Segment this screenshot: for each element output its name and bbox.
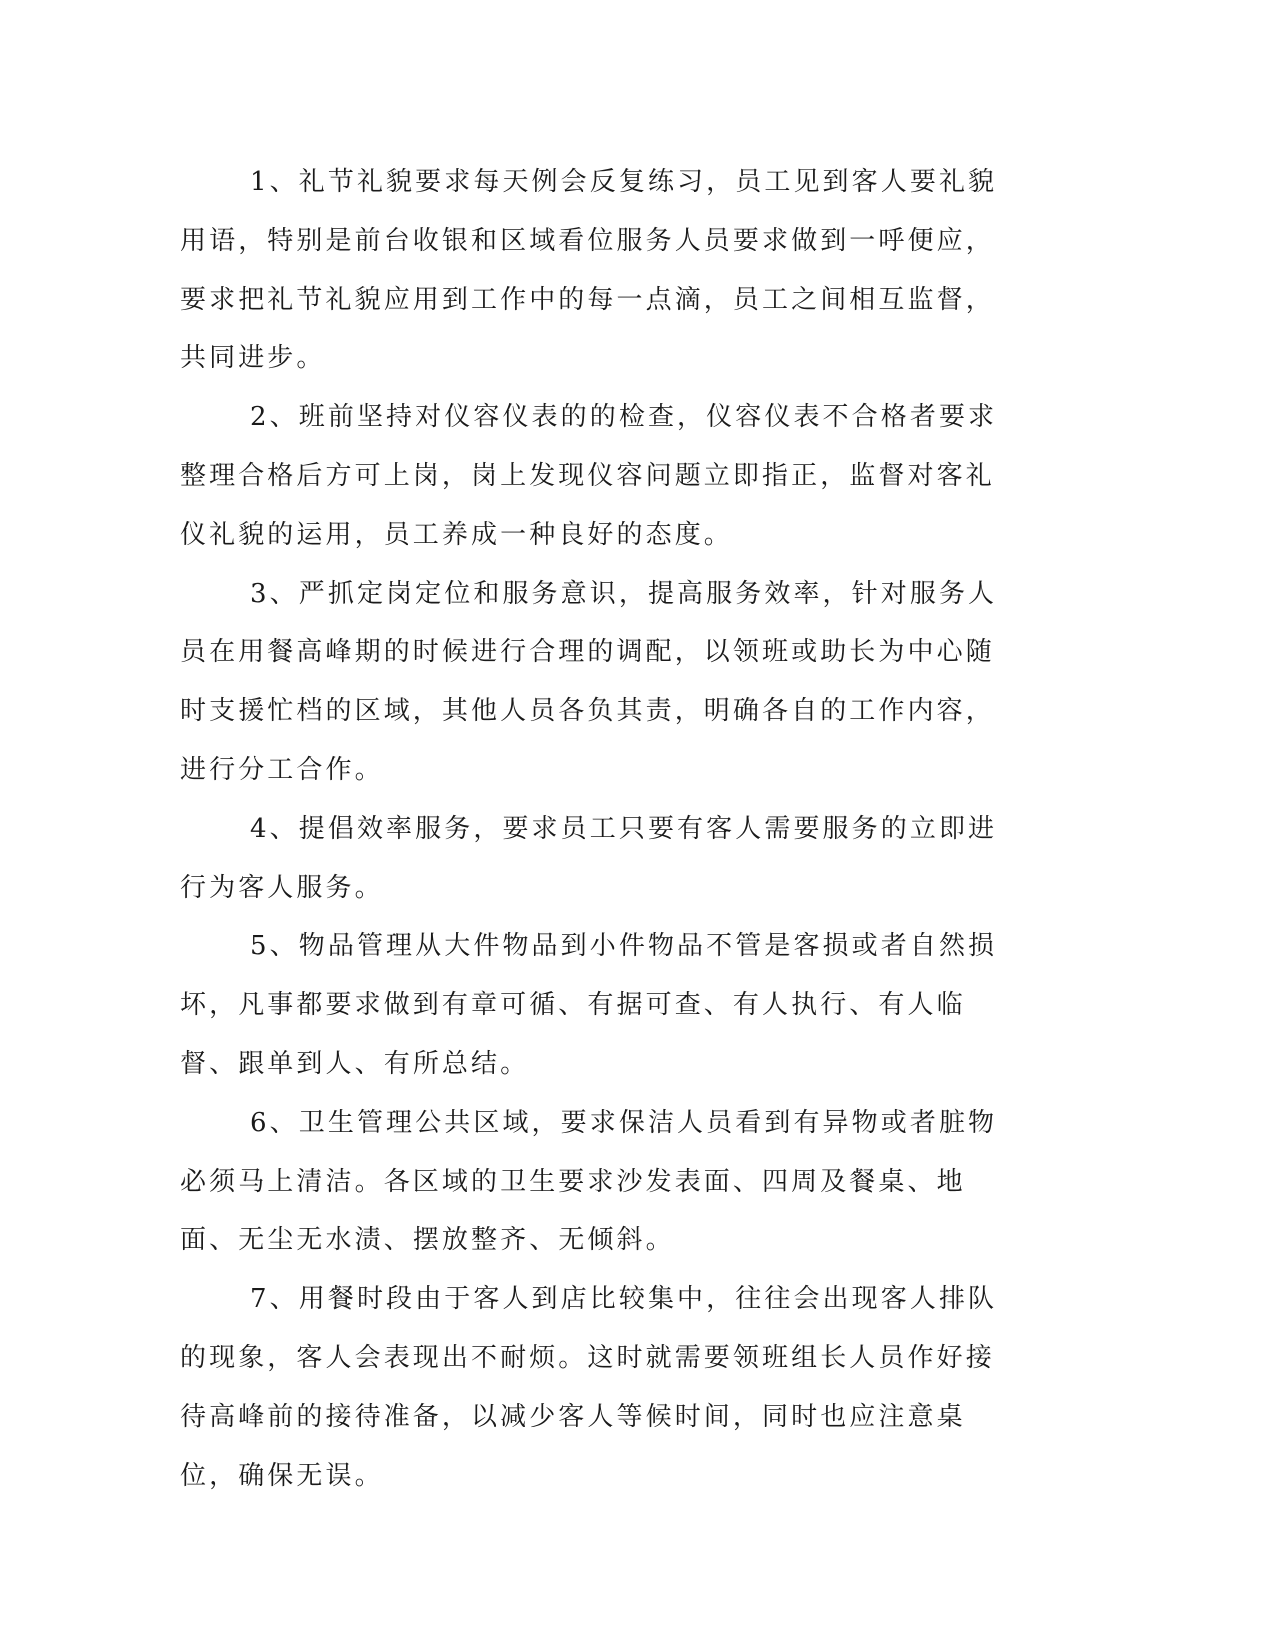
paragraph-5 (180, 917, 1020, 1093)
paragraph-line: 4、提倡效率服务，要求员工只要有客人需要服务的立即进行为 (180, 813, 998, 903)
paragraph-line: 节礼貌应用到工作中的每一点滴，员工之间相互监督，共同进步。 (180, 284, 995, 374)
paragraph-line: 人、有所总结。 (325, 1048, 530, 1079)
paragraph-line: 运用，员工养成一种良好的态度。 (296, 519, 733, 550)
paragraph-line: 档的区域，其他人员各负其责，明确各自的工作内容，进行分工合作 (180, 696, 995, 785)
paragraph-1 (180, 153, 1020, 388)
document-body (180, 153, 1020, 1505)
paragraph-line: 凡事都要求做到有章可循、有据可查、有人执行、有人临督、跟单到 (180, 990, 966, 1079)
paragraph-line: 水渍、摆放整齐、无倾斜。 (325, 1225, 675, 1256)
paragraph-3 (180, 565, 1020, 800)
paragraph-line: 马上清洁。各区域的卫生要求沙发表面、四周及餐桌、地面、无尘无 (180, 1166, 966, 1256)
paragraph-2 (180, 388, 1020, 564)
paragraph-4 (180, 800, 1020, 918)
paragraph-line: 5、物品管理从大件物品到小件物品不管是客损或者自然损坏， (180, 931, 998, 1021)
paragraph-line: 3、严抓定岗定位和服务意识，提高服务效率，针对服务人员在 (180, 578, 998, 668)
paragraph-7 (180, 1270, 1020, 1505)
paragraph-line: 6、卫生管理公共区域，要求保洁人员看到有异物或者脏物必须 (180, 1107, 998, 1197)
paragraph-line: ，特别是前台收银和区域看位服务人员要求做到一呼便应，要求把礼 (180, 225, 995, 315)
paragraph-line: 合格后方可上岗，岗上发现仪容问题立即指正，监督对客礼仪礼貌的 (180, 460, 995, 550)
paragraph-line: 象，客人会表现出不耐烦。这时就需要领班组长人员作好接待高峰前 (180, 1342, 995, 1432)
paragraph-6 (180, 1094, 1020, 1270)
paragraph-line: 1、礼节礼貌要求每天例会反复练习，员工见到客人要礼貌用语 (180, 167, 998, 256)
paragraph-line: 2、班前坚持对仪容仪表的的检查，仪容仪表不合格者要求整理 (180, 402, 998, 491)
paragraph-line: 。 (354, 754, 384, 785)
paragraph-line: 客人服务。 (238, 872, 384, 903)
paragraph-line: 的接待准备，以减少客人等候时间，同时也应注意桌位，确保无误。 (180, 1401, 966, 1491)
paragraph-line: 用餐高峰期的时候进行合理的调配，以领班或助长为中心随时支援忙 (180, 637, 995, 727)
paragraph-line: 7、用餐时段由于客人到店比较集中，往往会出现客人排队的现 (180, 1284, 998, 1373)
